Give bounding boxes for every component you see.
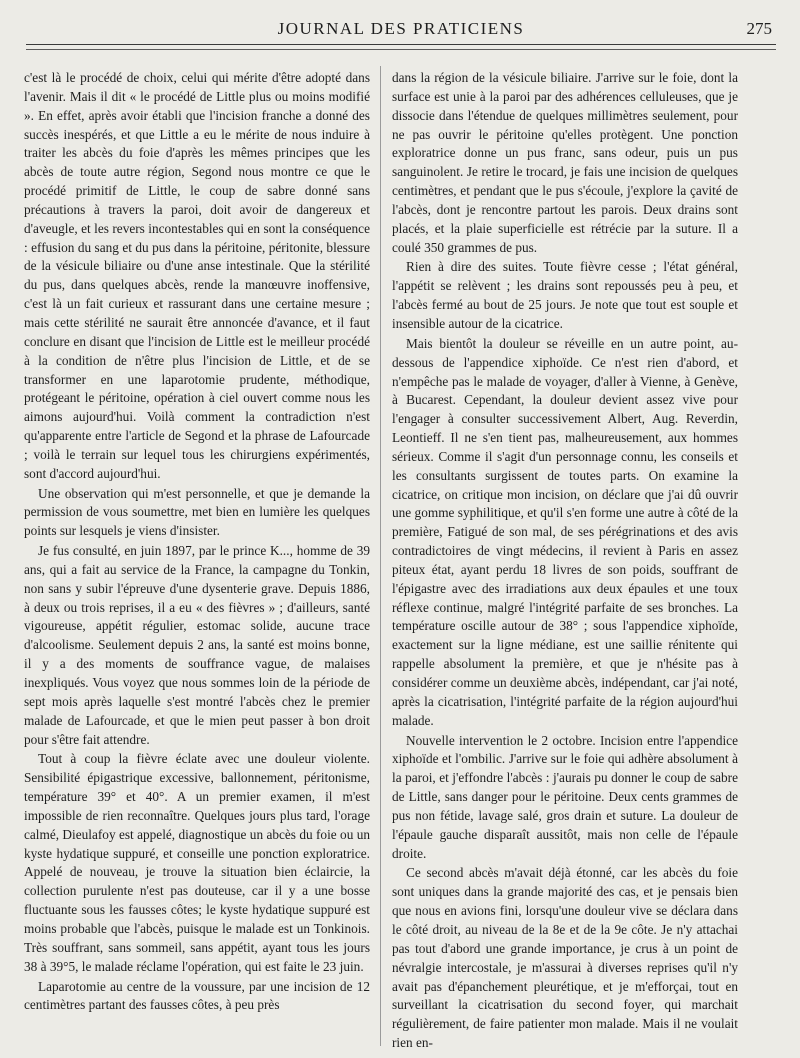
page-header <box>26 18 776 45</box>
column-divider <box>380 66 381 1046</box>
paragraph: Rien à dire des suites. Toute fièvre cesse ; l'état général, l'appétit se relèvent ; les drains sont repoussés peu à peu, et l'abcès fermé au bout de 25 jours. Je note que tout est souple et insensible autour de la cicatrice. <box>392 259 738 331</box>
paragraph: Tout à coup la fièvre éclate avec une douleur violente. Sensibilité épigastrique excessive, ballonnement, péritonisme, température 39° et 40°. A un premier examen, il m'est impossible de rien reconnaître. Quelques jours plus tard, l'orage calmé, Dieulafoy est appelé, diagnostique un abcès du foie ou un kyste hydatique suppuré, et conseille une ponction exploratrice. Appelé de nouveau, je trouve la situation bien éclaircie, la collection purulente n'est pas douteuse, car il y a une bosse fluctuante sous les fausses côtes; le kyste hydatique suppuré est moins probable que l'abcès, puisque le malade est un Tonkinois. Très souffrant, sans sommeil, sans appétit, ayant tous les jours 38 à 39°5, le malade réclame l'opération, qui est faite le 23 juin. <box>24 751 370 974</box>
paragraph: c'est là le procédé de choix, celui qui mérite d'être adopté dans l'avenir. Mais il dit « le procédé de Little plus ou moins modifié ». En effet, après avoir établi que l'incision franche a donné des succès inespérés, et que Little a eu le mérite de nous induire à traiter les abcès du foie d'après les mêmes principes que les abcès de toute autre région, Segond nous montre ce que le procédé primitif de Little, le coup de sabre donné sans précautions à travers la paroi, doit avoir de dangereux et d'aveugle, et les revers incontestables qui en sont la conséquence : effusion du sang et du pus dans la péritoine, péritonite, blessure de la vésicule biliaire ou d'une anse intestinale. Que la stérilité du pus, dans quelques abcès, rende la manœuvre inoffensive, c'est là un fait curieux et rassurant dans une certaine mesure ; mais cette stérilité ne saurait être annoncée d'avance, et il faut conclure en disant que l'incision de Little est le meilleur procédé à la condition de n'être plus l'incision de Little, et de se transformer en une laparotomie prudente, méthodique, protégeant le péritoine, opération à ciel ouvert comme nous les aimons aujourd'hui. Voilà comment la contradiction n'est qu'apparente entre l'article de Segond et la phrase de Lafourcade ; voilà le terrain sur lequel tous les chirurgiens expérimentés, sont d'accord aujourd'hui. <box>24 70 370 481</box>
right-column <box>392 69 738 1053</box>
paragraph: dans la région de la vésicule biliaire. J'arrive sur le foie, dont la surface est unie à la paroi par des adhérences celluleuses, que je dissocie dans l'étendue de quelques millimètres seulement, pour ne pas ouvrir le péritoine qu'elles protègent. Une ponction exploratrice donne un pus franc, sans odeur, puis un pus sanguinolent. Je retire le trocard, je fais une incision de quelques centimètres, et pendant que le pus s'écoule, j'explore la çavité de l'abcès, dont je rencontre partout les parois. Deux drains sont placés, et la plaie superficielle est rétrécie par la suture. Il a coulé 350 grammes de pus. <box>392 70 738 255</box>
paragraph: Une observation qui m'est personnelle, et que je demande la permission de vous soumettre, met bien en lumière les quelques points sur lesquels je viens d'insister. <box>24 485 370 539</box>
page-number: 275 <box>746 19 772 38</box>
paragraph: Mais bientôt la douleur se réveille en un autre point, au-dessous de l'appendice xiphoïde. Ce n'est rien d'abord, et n'empêche pas le malade de voyager, d'aller à Vienne, à Genève, à Bucarest. Cependant, la douleur devient assez vive pour l'engager à consulter successivement Albert, Aug. Reverdin, Leontieff. Il ne s'en tient pas, malheureusement, aux hommes sérieux. Comme il s'agit d'un personnage connu, les conseils et les consultants surgissent de toutes parts. On examine la cicatrice, on critique mon incision, on déclare que j'ai dû ouvrir une gomme syphilitique, et qu'il s'en forme une autre à côté de la première, Fatigué de son mal, de ses pérégrinations et des avis contradictoires de vingt médecins, il revient à Paris en assez piteux état, ayant perdu 18 livres de son poids, souffrant de l'épigastre avec des irradiations aux deux épaules et une toux réflexe continue, malgré l'intégrité parfaite de ses bronches. La température oscille autour de 38° ; sous l'appendice xiphoïde, exactement sur la ligne médiane, est une saillie rénitente qui rappelle absolument la première, et que je n'hésite pas à considérer comme un deuxième abcès, indépendant, car j'ai noté, après la cicatrisation, l'intégrité parfaite de la région aujourd'hui malade. <box>392 335 738 728</box>
paragraph: Ce second abcès m'avait déjà étonné, car les abcès du foie sont uniques dans la grande majorité des cas, et je pensais bien que nous en avions fini, lorsqu'une douleur vive se déclara dans le côté droit, au niveau de la 8e et de la 9e côte. Je n'y attachai pas tout d'abord une grande importance, je crus à un point de névralgie intercostale, je m'assurai à diverses reprises qu'il n'y avait pas d'épanchement pleurétique, et je m'efforçai, tout en surveillant la cicatrisation du second foyer, qui marchait régulièrement, de faire patienter mon malade. Mais il ne voulait rien en- <box>392 865 738 1051</box>
paragraph: Je fus consulté, en juin 1897, par le prince K..., homme de 39 ans, qui a fait au service de la France, la campagne du Tonkin, non sans y subir l'épreuve d'une dysenterie grave. Depuis 1886, à deux ou trois reprises, il a eu « des fièvres » ; d'ailleurs, santé vigoureuse, appétit régulier, estomac solide, aucune trace d'alcoolisme. Seulement depuis 2 ans, la santé est moins bonne, il y a des moments de souffrance vague, de malaises inexpliqués. Vous voyez que nous sommes loin de la période de sept mois après laquelle s'est montré l'abcès chez le premier malade de Lafourcade, et que le mien peut passer à bon droit pour s'être fait attendre. <box>24 543 370 747</box>
paragraph: Laparotomie au centre de la voussure, par une incision de 12 centimètres partant des fausses côtes, à peu près <box>24 978 370 1013</box>
journal-title: JOURNAL DES PRATICIENS <box>277 19 525 38</box>
left-column <box>24 69 370 1015</box>
paragraph: Nouvelle intervention le 2 octobre. Incision entre l'appendice xiphoïde et l'ombilic. J'arrive sur le foie qui adhère absolument à la paroi, et j'effondre l'abcès : j'aurais pu donner le coup de sabre de Little, sans danger pour le péritoine. Deux cents grammes de pus non fétide, lavage salé, gros drain et suture. La douleur de l'épaule gauche disparaît aussitôt, mais non celle de l'épaule droite. <box>392 732 738 861</box>
header-rule <box>26 49 776 50</box>
